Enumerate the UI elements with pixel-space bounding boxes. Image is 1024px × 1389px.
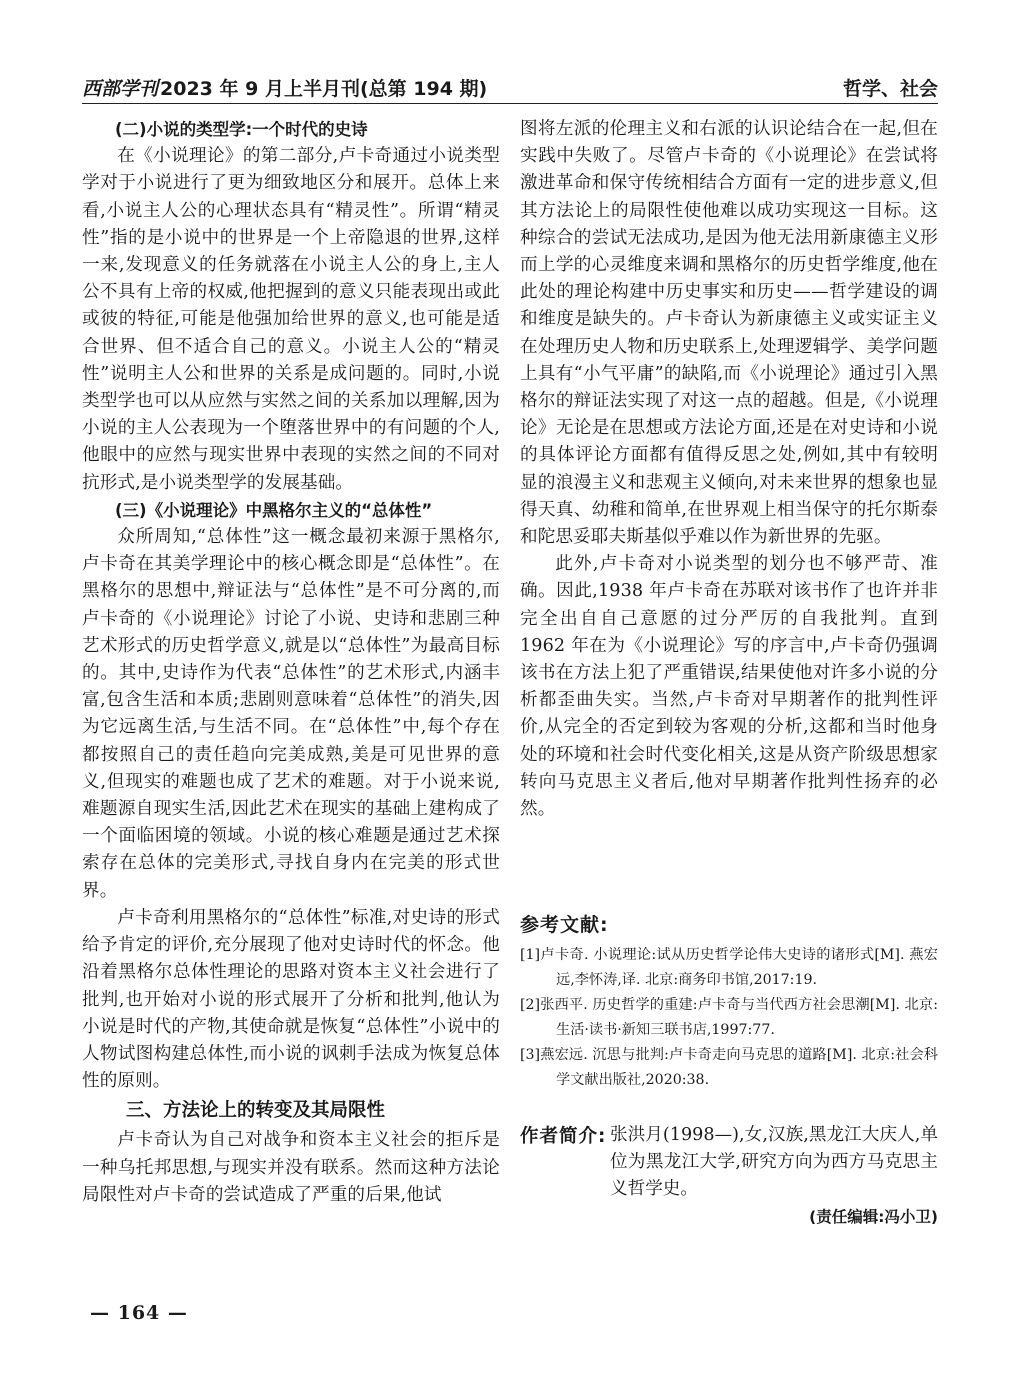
paragraph: 卢卡奇利用黑格尔的“总体性”标准,对史诗的形式给予肯定的评价,充分展现了他对史诗时代的怀念。他沿着黑格尔总体性理论的思路对资本主义社会进行了批判,也开始对小说的形式展开了分析和批判,他认为小说是时代的产物,其使命就是恢复“总体性”小说中的人物试图构建总体性,而小说的讽刺手法成为恢复总体性的原则。 [82,907,500,1092]
page-number: — 164 — [90,1302,188,1324]
journal-logo: 西部学刊 [82,78,159,100]
running-header [82,68,938,104]
reference-item: [1]卢卡奇. 小说理论:试从历史哲学论伟大史诗的诸形式[M]. 燕宏远,李怀涛,译. 北京:商务印书馆,2017:19. [520,947,938,988]
references [520,910,938,1093]
section-heading-methodology: 三、方法论上的转变及其局限性 [126,1100,386,1122]
author-label: 作者简介: [520,1126,607,1147]
reference-item: [2]张西平. 历史哲学的重建:卢卡奇与当代西方社会思潮[M]. 北京:生活·读书·新知三联书店,1997:77. [520,997,938,1038]
paragraph: 在《小说理论》的第二部分,卢卡奇通过小说类型学对于小说进行了更为细致地区分和展开。总体上来看,小说主人公的心理状态具有“精灵性”。所谓“精灵性”指的是小说中的世界是一个上帝隐退的世界,这样一来,发现意义的任务就落在小说主人公的身上,主人公不具有上帝的权威,他把握到的意义只能表现出或此或彼的特征,可能是他强加给世界的意义,也可能是适合世界、但不适合自己的意义。小说主人公的“精灵性”说明主人公和世界的关系是成问题的。同时,小说类型学也可以从应然与实然之间的关系加以理解,因为小说的主人公表现为一个堕落世界中的有问题的个人,他眼中的应然与现实世界中表现的实然之间的不同对抗形式,是小说类型学的发展基础。 [82,146,500,493]
references-heading: 参考文献: [520,914,609,936]
paragraph-continued: 图将左派的伦理主义和右派的认识论结合在一起,但在实践中失败了。尽管卢卡奇的《小说理论》在尝试将激进革命和保守传统相结合方面有一定的进步意义,但其方法论上的局限性使他难以成功实现这一目标。这种综合的尝试无法成功,是因为他无法用新康德主义形而上学的心灵维度来调和黑格尔的历史哲学维度,他在此处的理论构建中历史事实和历史——哲学建设的调和维度是缺失的。卢卡奇认为新康德主义或实证主义在处理历史人物和历史联系上,处理逻辑学、美学问题上具有“小气平庸”的缺陷,而《小说理论》通过引入黑格尔的辩证法实现了对这一点的超越。但是,《小说理论》无论是在思想或方法论方面,还是在对史诗和小说的具体评论方面都有值得反思之处,例如,其中有较明显的浪漫主义和悲观主义倾向,对未来世界的想象也显得天真、幼稚和简单,在世界观上相当保守的托尔斯泰和陀思妥耶夫斯基似乎难以作为新世界的先驱。 [520,119,938,548]
paragraph: 此外,卢卡奇对小说类型的划分也不够严苛、准确。因此,1938 年卢卡奇在苏联对该书作了也许并非完全出自自己意愿的过分严厉的自我批判。直到 1962 年在为《小说理论》写的序言中,卢卡奇仍强调该书在方法上犯了严重错误,结果使他对许多小说的分析都歪曲失实。当然,卢卡奇对早期著作的批判性评价,从完全的否定到较为客观的分析,这都和当时他身处的环境和社会时代变化相关,这是从资产阶级思想家转向马克思主义者后,他对早期著作批判性扬弃的必然。 [520,554,938,820]
subheading-totality: (三)《小说理论》中黑格尔主义的“总体性” [115,500,433,520]
paragraph: 卢卡奇认为自己对战争和资本主义社会的拒斥是一种乌托邦思想,与现实并没有联系。然而这种方法论局限性对卢卡奇的尝试造成了严重的后果,他试 [82,1130,500,1205]
reference-item: [3]燕宏远. 沉思与批判:卢卡奇走向马克思的道路[M]. 北京:社会科学文献出版社,2020:38. [520,1047,938,1088]
subheading-typology: (二)小说的类型学:一个时代的史诗 [115,120,368,139]
author-bio [520,1122,938,1204]
left-column [82,116,500,1209]
responsible-editor: (责任编辑:冯小卫) [809,1208,938,1226]
header-section: 哲学、社会 [842,78,938,100]
header-journal-issue [82,74,487,101]
header-rule [82,103,938,104]
paragraph: 众所周知,“总体性”这一概念最初来源于黑格尔,卢卡奇在其美学理论中的核心概念即是“总体性”。在黑格尔的思想中,辩证法与“总体性”是不可分离的,而卢卡奇的《小说理论》讨论了小说、史诗和悲剧三种艺术形式的历史哲学意义,就是以“总体性”为最高目标的。其中,史诗作为代表“总体性”的艺术形式,内涵丰富,包含生活和本质;悲剧则意味着“总体性”的消失,因为它远离生活,与生活不同。在“总体性”中,每个存在都按照自己的责任趋向完美成熟,美是可见世界的意义,但现实的难题也成了艺术的难题。对于小说来说,难题源自现实生活,因此艺术在现实的基础上建构成了一个面临困境的领域。小说的核心难题是通过艺术探索存在总体的完美形式,寻找自身内在完美的形式世界。 [82,527,500,901]
issue-label: 2023 年 9 月上半月刊(总第 194 期) [160,78,488,100]
author-text: 张洪月(1998—),女,汉族,黑龙江大庆人,单位为黑龙江大学,研究方向为西方马克思主义哲学史。 [610,1125,938,1200]
right-column [520,116,938,823]
